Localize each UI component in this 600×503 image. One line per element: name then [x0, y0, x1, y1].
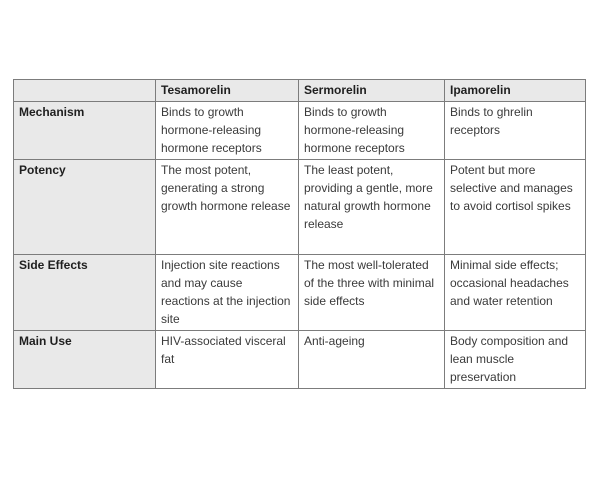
column-header-ipamorelin: Ipamorelin — [445, 80, 586, 102]
comparison-table — [13, 79, 586, 389]
cell-potency-ipamorelin: Potent but more selective and manages to avoid cortisol spikes — [445, 160, 586, 255]
cell-main-use-ipamorelin: Body composition and lean muscle preservation — [445, 331, 586, 389]
table-row-mechanism — [14, 102, 586, 160]
cell-potency-sermorelin: The least potent, providing a gentle, more natural growth hormone release — [299, 160, 445, 255]
row-label-side-effects: Side Effects — [14, 255, 156, 331]
column-header-tesamorelin: Tesamorelin — [156, 80, 299, 102]
cell-mechanism-sermorelin: Binds to growth hormone-releasing hormone receptors — [299, 102, 445, 160]
corner-cell — [14, 80, 156, 102]
cell-side-effects-ipamorelin: Minimal side effects; occasional headaches and water retention — [445, 255, 586, 331]
cell-side-effects-sermorelin: The most well-tolerated of the three with minimal side effects — [299, 255, 445, 331]
cell-mechanism-ipamorelin: Binds to ghrelin receptors — [445, 102, 586, 160]
table-row-main-use — [14, 331, 586, 389]
row-label-main-use: Main Use — [14, 331, 156, 389]
table-row-side-effects — [14, 255, 586, 331]
cell-mechanism-tesamorelin: Binds to growth hormone-releasing hormone receptors — [156, 102, 299, 160]
table-header-row — [14, 80, 586, 102]
cell-main-use-sermorelin: Anti-ageing — [299, 331, 445, 389]
table-row-potency — [14, 160, 586, 255]
cell-potency-tesamorelin: The most potent, generating a strong growth hormone release — [156, 160, 299, 255]
row-label-mechanism: Mechanism — [14, 102, 156, 160]
row-label-potency: Potency — [14, 160, 156, 255]
column-header-sermorelin: Sermorelin — [299, 80, 445, 102]
cell-main-use-tesamorelin: HIV-associated visceral fat — [156, 331, 299, 389]
cell-side-effects-tesamorelin: Injection site reactions and may cause reactions at the injection site — [156, 255, 299, 331]
